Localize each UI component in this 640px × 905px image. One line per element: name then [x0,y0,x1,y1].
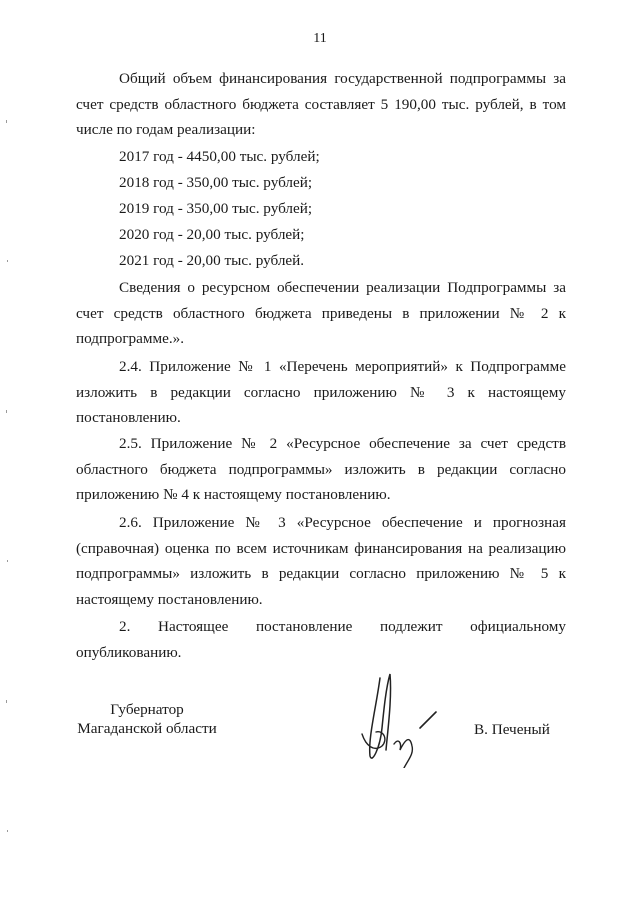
signatory-position [76,700,218,738]
scan-margin-marks [6,0,9,905]
year-line-2018: 2018 год - 350,00 тыс. рублей; [119,174,313,191]
signatory-name: В. Печеный [474,721,550,738]
clause-2-4-paragraph: 2.4. Приложение № 1 «Перечень мероприятий» к Подпрограмме изложить в редакции согласно приложению № 3 к настоящему постановлению. [76,358,566,426]
signatory-position-line2: Магаданской области [77,720,217,737]
year-line-2019: 2019 год - 350,00 тыс. рублей; [119,200,313,217]
page-number: 11 [313,31,327,46]
year-line-2017: 2017 год - 4450,00 тыс. рублей; [119,148,320,165]
clause-2-6-paragraph: 2.6. Приложение № 3 «Ресурсное обеспечение и прогнозная (справочная) оценка по всем источникам финансирования на реализацию подпрограммы» изложить в редакции согласно приложению № 5 к настоящему постановлению. [76,514,566,608]
signatory-position-line1: Губернатор [110,701,184,718]
publication-paragraph: 2. Настоящее постановление подлежит официальному опубликованию. [76,618,566,661]
handwritten-signature [358,668,458,768]
resource-info-paragraph: Сведения о ресурсном обеспечении реализации Подпрограммы за счет средств областного бюджета приведены в приложении № 2 к подпрограмме.». [76,279,566,347]
year-line-2020: 2020 год - 20,00 тыс. рублей; [119,226,305,243]
clause-2-5-paragraph: 2.5. Приложение № 2 «Ресурсное обеспечение за счет средств областного бюджета подпрограммы» изложить в редакции согласно приложению № 4 к настоящему постановлению. [76,435,566,503]
financing-paragraph: Общий объем финансирования государственной подпрограммы за счет средств областного бюджета составляет 5 190,00 тыс. рублей, в том числе по годам реализации: [76,70,566,138]
year-line-2021: 2021 год - 20,00 тыс. рублей. [119,252,305,269]
